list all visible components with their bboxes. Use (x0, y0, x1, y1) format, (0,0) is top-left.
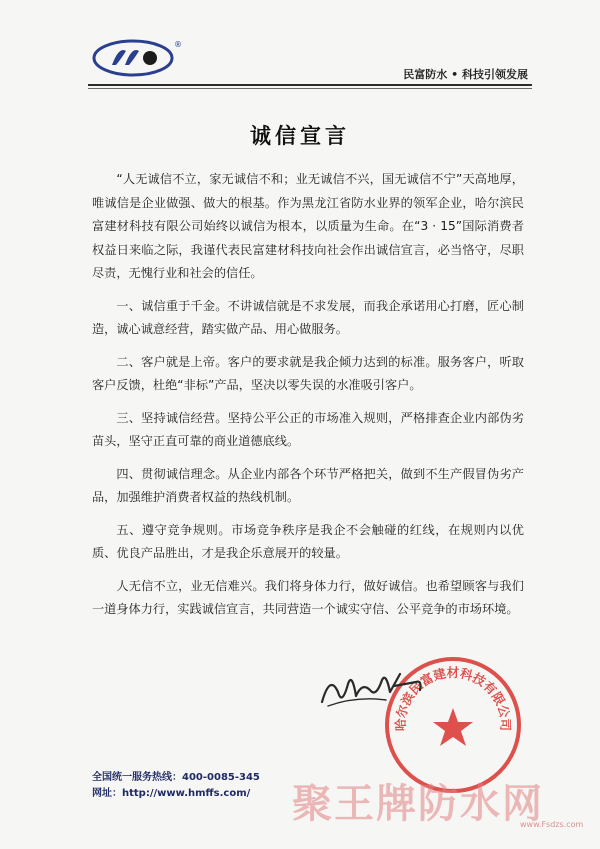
paragraph-intro: “人无诚信不立，家无诚信不和；业无诚信不兴，国无诚信不宁”天高地厚，唯诚信是企业做强、做大的根基。作为黑龙江省防水业界的领军企业，哈尔滨民富建材科技有限公司始终以诚信为根本，以质量为生命。在“3 · 15”国际消费者权益日来临之际，我谨代表民富建材科技向社会作出诚信宣言，必当恪守，尽职尽责，无愧行业和社会的信任。 (92, 172, 524, 280)
signature-icon (316, 662, 436, 714)
paragraph-item-5: 五、遵守竞争规则。市场竞争秩序是我企不会触碰的红线，在规则内以优质、优良产品胜出，才是我企乐意展开的较量。 (92, 522, 524, 560)
service-hotline: 全国统一服务热线：400-0085-345 (92, 772, 260, 783)
header-slogan: 民富防水 • 科技引领发展 (403, 68, 528, 81)
watermark: 聚王牌防水网 (292, 781, 544, 827)
page-title: 诚信宣言 (250, 124, 350, 148)
paragraph-item-2: 二、客户就是上帝。客户的要求就是我企倾力达到的标准。服务客户，听取客户反馈，杜绝“非标”产品，坚决以零失误的水准吸引客户。 (92, 354, 524, 392)
declaration-body (92, 168, 524, 631)
paragraph-item-4: 四、贯彻诚信理念。从企业内部各个环节严格把关，做到不生产假冒伪劣产品，加强维护消费者权益的热线机制。 (92, 466, 524, 504)
paragraph-item-1: 一、诚信重于千金。不讲诚信就是不求发展，而我企承诺用心打磨，匠心制造，诚心诚意经营，踏实做产品、用心做服务。 (92, 298, 524, 336)
website-link[interactable]: 网址：http://www.hmffs.com/ (92, 788, 251, 799)
registered-mark: ® (174, 40, 182, 49)
paragraph-item-3: 三、坚持诚信经营。坚持公平公正的市场准入规则，严格排查企业内部伪劣苗头，坚守正直可靠的商业道德底线。 (92, 410, 524, 448)
header-divider-thin (88, 88, 532, 89)
watermark-url: www.Fsdzs.com (520, 820, 584, 829)
company-logo-icon (92, 38, 174, 78)
seal-text: 哈尔滨民富建材科技有限公司 (392, 665, 514, 732)
footer-contact (92, 770, 260, 802)
paragraph-closing: 人无信不立，业无信难兴。我们将身体力行，做好诚信。也希望顾客与我们一道身体力行，实践诚信宣言，共同营造一个诚实守信、公平竞争的市场环境。 (92, 578, 524, 616)
header-divider (88, 84, 532, 86)
